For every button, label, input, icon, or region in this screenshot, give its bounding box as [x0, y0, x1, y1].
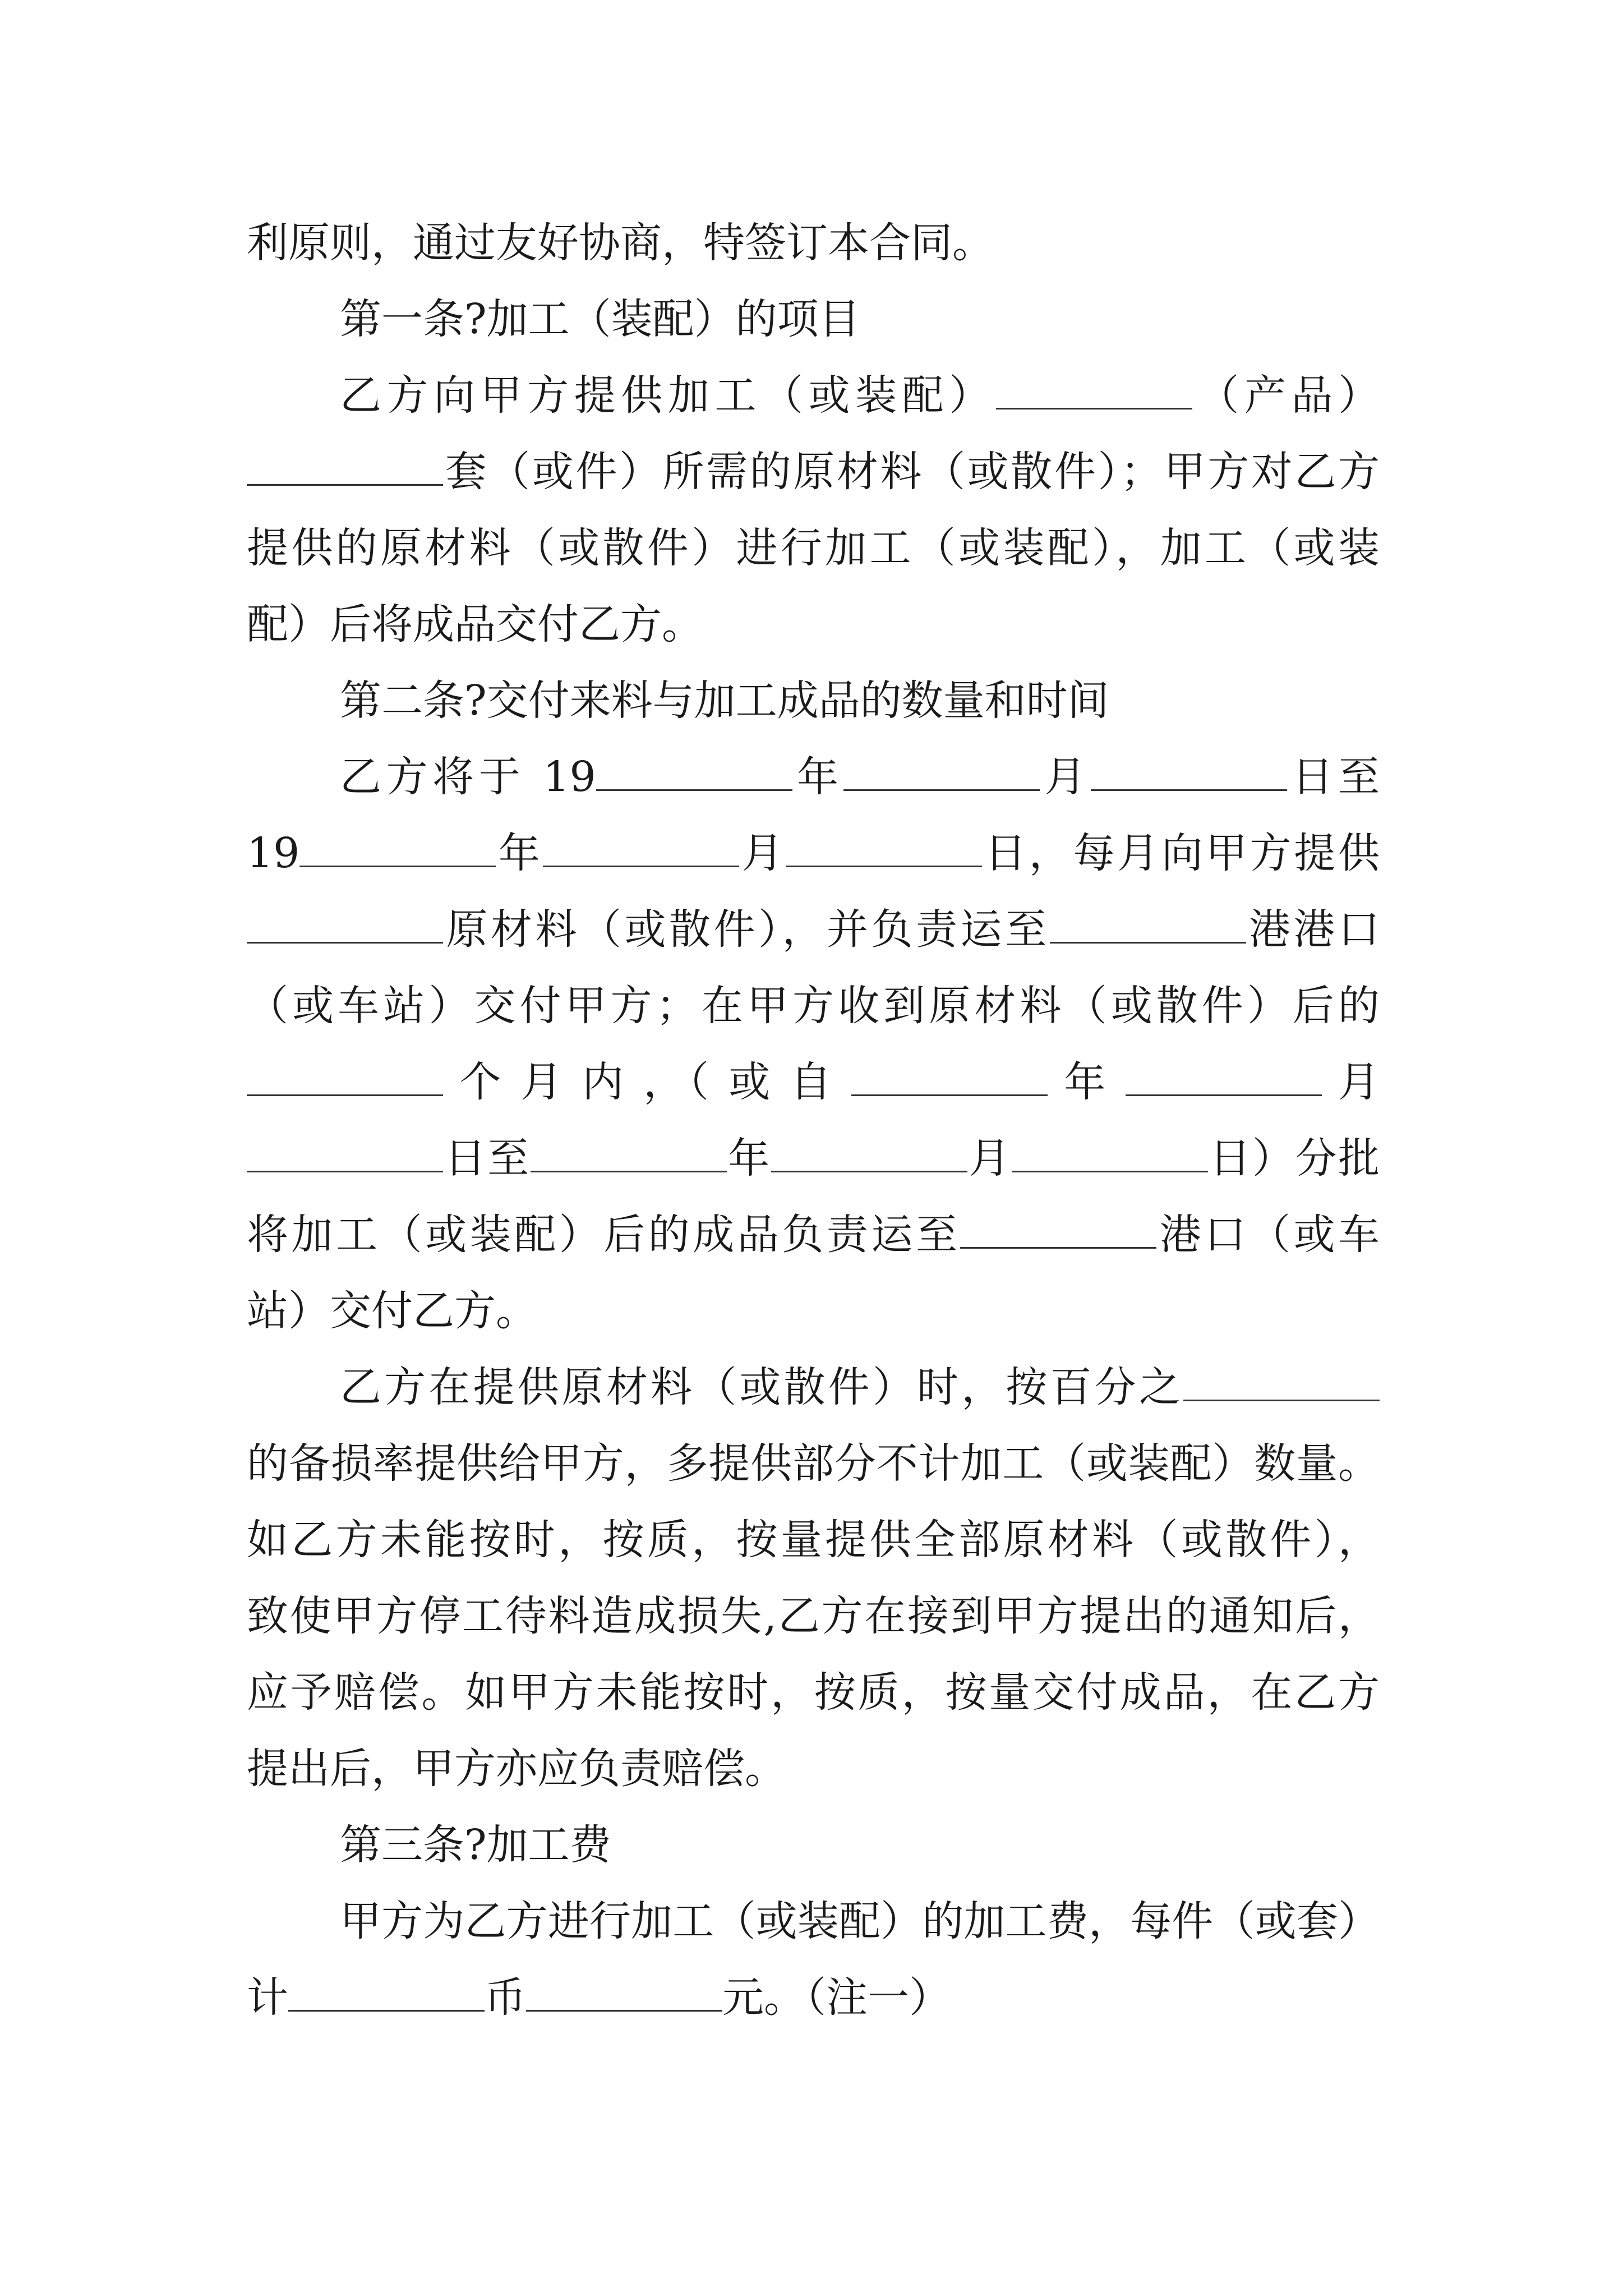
fill-in-blank[interactable] — [247, 1057, 443, 1096]
fill-in-blank[interactable] — [1091, 752, 1287, 791]
fill-in-blank[interactable] — [596, 752, 792, 791]
fill-in-blank[interactable] — [996, 371, 1192, 409]
paragraph-line: 乙方将于 19 年 月 日至 — [340, 753, 1380, 801]
paragraph-line: 甲方为乙方进行加工（或装配）的加工费，每件（或套） — [340, 1897, 1380, 1945]
paragraph-line: 套（或件）所需的原材料（或散件）；甲方对乙方 — [247, 447, 1380, 497]
fill-in-blank[interactable] — [786, 829, 982, 867]
paragraph-line: 日至 年 月 日）分批 — [247, 1133, 1380, 1184]
fill-in-blank[interactable] — [843, 752, 1040, 791]
paragraph-line: 乙方在提供原材料（或散件）时，按百分之 — [340, 1362, 1380, 1412]
fill-in-blank[interactable] — [771, 1134, 967, 1172]
paragraph-line: 将加工（或装配）后的成品负责运至 港口（或车 — [247, 1211, 1380, 1259]
fill-in-blank[interactable] — [288, 1973, 485, 2012]
paragraph-line: （或车站）交付甲方；在甲方收到原材料（或散件）后的 — [247, 982, 1380, 1030]
fill-in-blank[interactable] — [531, 1134, 727, 1172]
fill-in-blank[interactable] — [247, 905, 443, 944]
paragraph-line: 提供的原材料（或散件）进行加工（或装配），加工（或装 — [247, 524, 1380, 572]
paragraph-line: 如乙方未能按时，按质，按量提供全部原材料（或散件）， — [247, 1516, 1380, 1564]
fill-in-blank[interactable] — [299, 829, 496, 867]
paragraph-line: 个 月 内 ，（ 或 自 年 月 — [247, 1057, 1380, 1107]
paragraph-line: 站）交付乙方。 — [247, 1287, 537, 1335]
fill-in-blank[interactable] — [526, 1973, 722, 2012]
fill-in-blank[interactable] — [1012, 1134, 1208, 1172]
fill-in-blank[interactable] — [851, 1057, 1048, 1096]
fill-in-blank[interactable] — [247, 1134, 443, 1172]
paragraph-line: 配）后将成品交付乙方。 — [247, 600, 703, 648]
article-2-heading: 第二条?交付来料与加工成品的数量和时间 — [340, 677, 1109, 725]
paragraph-line: 原材料（或散件），并负责运至 港港口 — [247, 904, 1380, 955]
fill-in-blank[interactable] — [1126, 1057, 1322, 1096]
fill-in-blank[interactable] — [1050, 905, 1246, 944]
fill-in-blank[interactable] — [1183, 1363, 1380, 1401]
paragraph-line: 19 年 月 日，每月向甲方提供 — [247, 829, 1380, 877]
paragraph-line: 提出后，甲方亦应负责赔偿。 — [247, 1745, 786, 1793]
paragraph-line: 应予赔偿。如甲方未能按时，按质，按量交付成品，在乙方 — [247, 1668, 1380, 1717]
paragraph-line: 乙方向甲方提供加工（或装配） （产品） — [340, 371, 1380, 420]
paragraph-line: 致使甲方停工待料造成损失,乙方在接到甲方提出的通知后， — [247, 1592, 1380, 1640]
fill-in-blank[interactable] — [960, 1210, 1156, 1249]
fill-in-blank[interactable] — [543, 829, 739, 867]
paragraph-line: 计 币 元。（注一） — [247, 1973, 951, 2022]
fill-in-blank[interactable] — [247, 447, 443, 486]
paragraph-line: 的备损率提供给甲方，多提供部分不计加工（或装配）数量。 — [247, 1439, 1380, 1488]
article-3-heading: 第三条?加工费 — [340, 1821, 611, 1869]
paragraph-line: 利原则，通过友好协商，特签订本合同。 — [247, 219, 994, 267]
article-1-heading: 第一条?加工（装配）的项目 — [340, 295, 860, 343]
